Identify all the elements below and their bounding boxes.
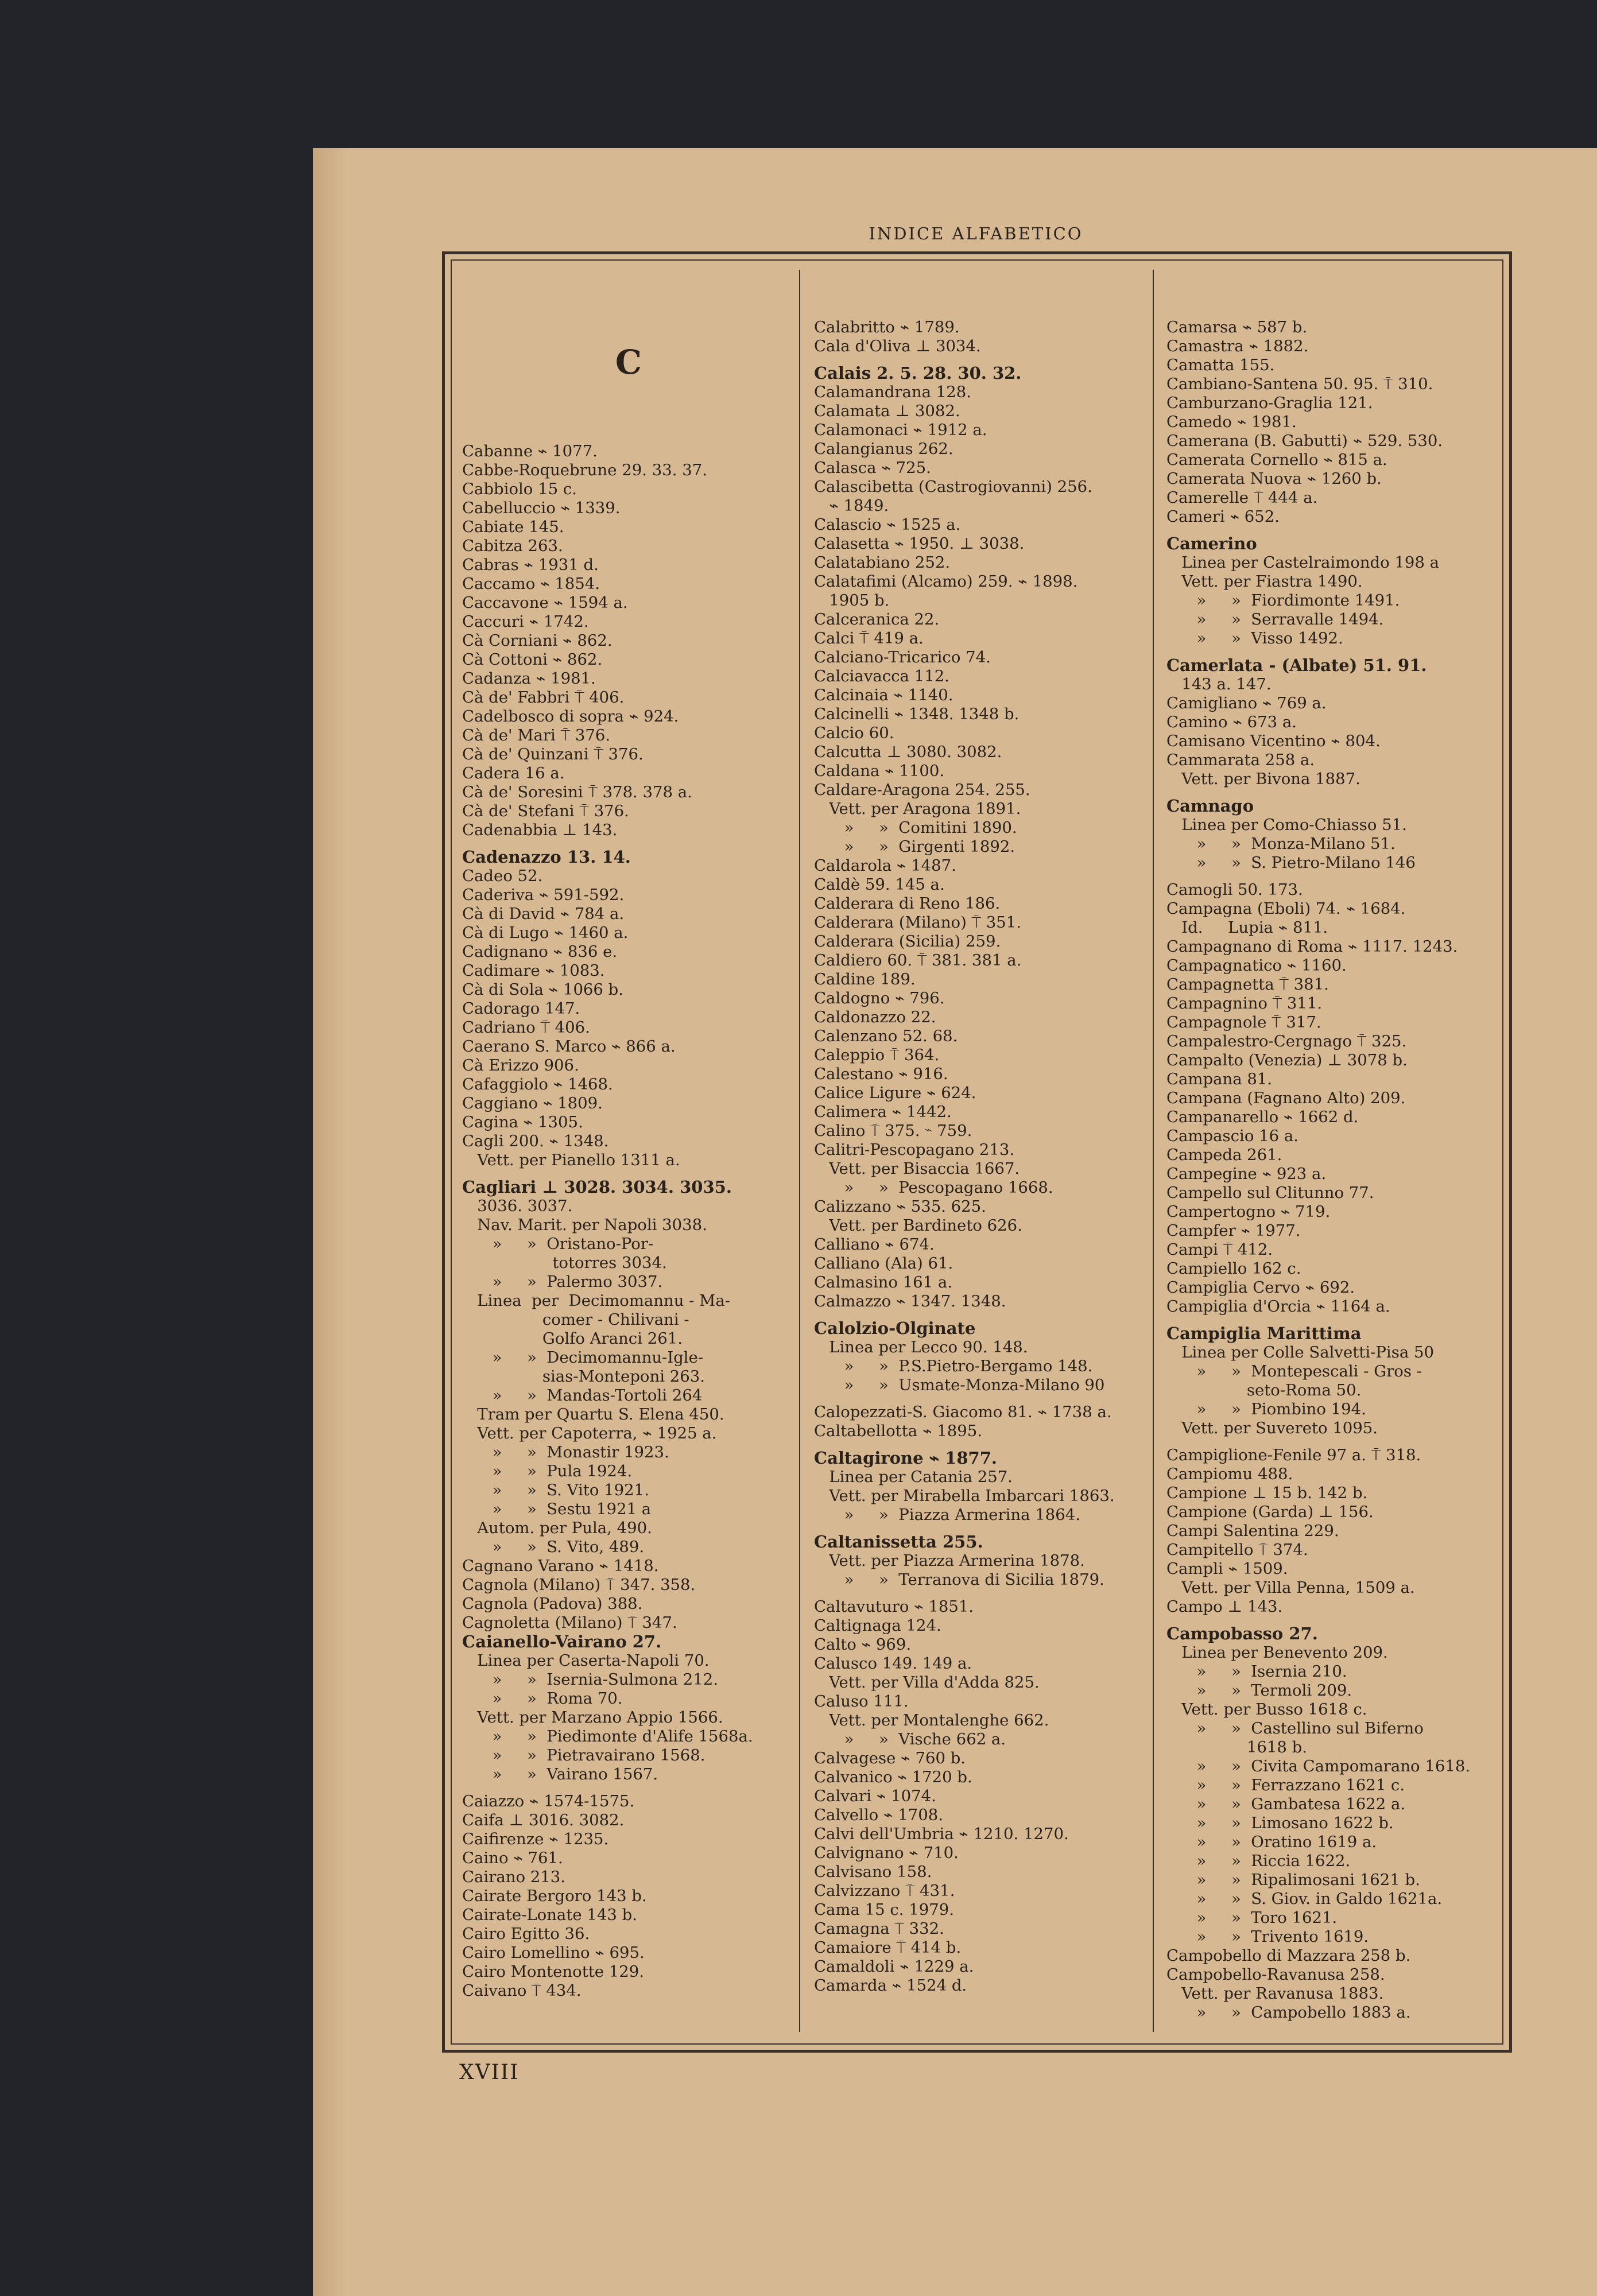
index-entry: Vett. per Suvereto 1095. [1166, 1419, 1378, 1437]
index-entry: » » Vairano 1567. [462, 1765, 658, 1783]
index-entry: » » Sestu 1921 a [462, 1500, 652, 1518]
index-entry: Cagli 200. ⌁ 1348. [462, 1132, 609, 1150]
index-entry: Cadorago 147. [462, 999, 580, 1018]
index-entry: Camaiore ⍑ 414 b. [814, 1938, 962, 1957]
column-divider-2 [1153, 270, 1154, 2032]
index-entry: Campello sul Clitunno 77. [1166, 1184, 1374, 1202]
index-entry: Campagna (Eboli) 74. ⌁ 1684. [1166, 899, 1406, 918]
index-entry: Vett. per Bardineto 626. [814, 1216, 1022, 1235]
index-entry: Campobello di Mazzara 258 b. [1166, 1946, 1411, 1965]
index-entry: Calestano ⌁ 916. [814, 1065, 948, 1083]
index-entry: Campagnetta ⍑ 381. [1166, 975, 1329, 994]
index-entry: » » Mandas-Tortoli 264 [462, 1386, 703, 1405]
index-entry: » » Vische 662 a. [814, 1730, 1006, 1748]
index-heading-entry: Camerino [1166, 534, 1257, 553]
index-entry: » » Civita Campomarano 1618. [1166, 1757, 1471, 1775]
index-entry: Cabbe-Roquebrune 29. 33. 37. [462, 461, 707, 479]
index-entry: » » Oratino 1619 a. [1166, 1833, 1377, 1851]
index-entry: 3036. 3037. [462, 1197, 573, 1215]
index-entry: Caccuri ⌁ 1742. [462, 612, 589, 631]
index-entry: Calcutta ⊥ 3080. 3082. [814, 743, 1002, 761]
index-entry: Campalestro-Cergnago ⍑ 325. [1166, 1032, 1407, 1050]
entry-spacer [1166, 1616, 1470, 1624]
index-entry: Campli ⌁ 1509. [1166, 1560, 1288, 1578]
index-entry: Calamata ⊥ 3082. [814, 402, 960, 420]
index-entry: Camatta 155. [1166, 356, 1275, 374]
index-entry: Calvignano ⌁ 710. [814, 1844, 959, 1862]
index-entry: Vett. per Fiastra 1490. [1166, 572, 1363, 591]
index-entry: Campeda 261. [1166, 1146, 1282, 1164]
index-entry: Calciano-Tricarico 74. [814, 648, 991, 666]
index-entry: » » Pescopagano 1668. [814, 1178, 1053, 1197]
entry-spacer [814, 1589, 1115, 1597]
index-entry: Caderiva ⌁ 591-592. [462, 886, 625, 904]
index-entry: » » Trivento 1619. [1166, 1927, 1369, 1946]
index-entry: Campagnano di Roma ⌁ 1117. 1243. [1166, 937, 1458, 956]
index-entry: Cà de' Soresini ⍑ 378. 378 a. [462, 783, 692, 801]
index-entry: » » Ripalimosani 1621 b. [1166, 1871, 1420, 1889]
index-entry: » » Pietravairano 1568. [462, 1746, 706, 1764]
index-entry: Cadriano ⍑ 406. [462, 1018, 590, 1037]
index-entry: Linea per Como-Chiasso 51. [1166, 816, 1407, 834]
index-entry: Caldonazzo 22. [814, 1008, 936, 1026]
index-entry: Calamandrana 128. [814, 383, 972, 401]
index-column-3 [1166, 280, 1470, 2041]
index-entry: Caldiero 60. ⍑ 381. 381 a. [814, 951, 1022, 969]
index-entry: Campi Salentina 229. [1166, 1522, 1339, 1540]
index-entry: Linea per Caserta-Napoli 70. [462, 1651, 710, 1670]
index-entry: Cairate-Lonate 143 b. [462, 1906, 637, 1924]
index-entry: Calliano ⌁ 674. [814, 1235, 935, 1254]
index-entry: Calciavacca 112. [814, 667, 949, 685]
index-entry: Calatabiano 252. [814, 553, 951, 572]
index-entry: » » S. Pietro-Milano 146 [1166, 854, 1416, 872]
index-entry: Camarsa ⌁ 587 b. [1166, 318, 1308, 336]
index-entry: Campana 81. [1166, 1070, 1273, 1088]
index-entry: Cà de' Mari ⍑ 376. [462, 726, 611, 744]
index-entry: Vett. per Mirabella Imbarcari 1863. [814, 1487, 1115, 1505]
index-entry: Vett. per Pianello 1311 a. [462, 1151, 680, 1169]
index-entry: » » Castellino sul Biferno [1166, 1719, 1424, 1737]
index-entry: Caerano S. Marco ⌁ 866 a. [462, 1037, 676, 1056]
index-entry: Calvizzano ⍑ 431. [814, 1882, 955, 1900]
entry-spacer [814, 1311, 1115, 1319]
index-entry: Cama 15 c. 1979. [814, 1901, 954, 1919]
index-entry: Calvari ⌁ 1074. [814, 1787, 936, 1805]
index-entry: Linea per Benevento 209. [1166, 1643, 1388, 1662]
entry-spacer [1166, 1438, 1470, 1446]
index-entry: Calamonaci ⌁ 1912 a. [814, 421, 987, 439]
index-entry: Cadeo 52. [462, 867, 543, 885]
entry-spacer [1166, 872, 1470, 881]
entry-spacer [814, 1441, 1115, 1449]
index-entry: » » Usmate-Monza-Milano 90 [814, 1376, 1105, 1394]
index-entry: Cadenabbia ⊥ 143. [462, 821, 618, 839]
index-entry: Campione ⊥ 15 b. 142 b. [1166, 1484, 1368, 1502]
index-entry: Id. Lupia ⌁ 811. [1166, 918, 1328, 937]
index-entry: Calitri-Pescopagano 213. [814, 1141, 1015, 1159]
index-entry: Campione (Garda) ⊥ 156. [1166, 1503, 1374, 1521]
column-divider-1 [799, 270, 800, 2032]
index-entry: Campalto (Venezia) ⊥ 3078 b. [1166, 1051, 1408, 1069]
index-heading-entry: Campiglia Marittima [1166, 1324, 1362, 1343]
index-entry: Calderara (Sicilia) 259. [814, 932, 1001, 951]
index-entry: » » Girgenti 1892. [814, 837, 1015, 856]
index-entry: Cairo Montenotte 129. [462, 1963, 645, 1981]
index-heading-entry: Camnago [1166, 796, 1254, 816]
index-entry: Cairate Bergoro 143 b. [462, 1887, 647, 1905]
index-entry: » » Serravalle 1494. [1166, 610, 1384, 629]
index-entry: Cambiano-Santena 50. 95. ⍑ 310. [1166, 375, 1433, 393]
index-entry: Caldè 59. 145 a. [814, 875, 945, 894]
index-entry: Caldana ⌁ 1100. [814, 762, 945, 780]
index-entry: Cafaggiolo ⌁ 1468. [462, 1075, 613, 1093]
index-entry: Calangianus 262. [814, 440, 953, 458]
index-entry: Vett. per Villa Penna, 1509 a. [1166, 1578, 1415, 1597]
index-entry: Calasetta ⌁ 1950. ⊥ 3038. [814, 534, 1025, 553]
index-entry: Camino ⌁ 673 a. [1166, 713, 1297, 731]
index-entry: Golfo Aranci 261. [462, 1329, 683, 1348]
index-entry: Calvi dell'Umbria ⌁ 1210. 1270. [814, 1825, 1069, 1843]
section-letter: C [615, 343, 642, 382]
index-entry: Cà di Lugo ⌁ 1460 a. [462, 924, 629, 942]
index-entry: Calizzano ⌁ 535. 625. [814, 1197, 986, 1216]
index-entry: Cairo Lomellino ⌁ 695. [462, 1944, 645, 1962]
index-entry: Camagna ⍑ 332. [814, 1919, 944, 1938]
index-entry: Cairano 213. [462, 1868, 566, 1886]
index-entry: Caivano ⍑ 434. [462, 1981, 582, 2000]
index-entry: Cà di David ⌁ 784 a. [462, 905, 625, 923]
index-entry: Caleppio ⍑ 364. [814, 1046, 940, 1064]
entry-spacer [1166, 648, 1470, 656]
column-1-entries [462, 442, 795, 2000]
index-entry: Camedo ⌁ 1981. [1166, 413, 1297, 431]
index-entry: Cameri ⌁ 652. [1166, 507, 1280, 526]
index-entry: Caifirenze ⌁ 1235. [462, 1830, 609, 1848]
index-entry: » » Visso 1492. [1166, 629, 1343, 647]
index-entry: Calmasino 161 a. [814, 1273, 952, 1292]
index-entry: » » Ferrazzano 1621 c. [1166, 1776, 1405, 1794]
index-entry: Caltavuturo ⌁ 1851. [814, 1597, 974, 1616]
index-entry: Camerata Nuova ⌁ 1260 b. [1166, 470, 1382, 488]
index-entry: Calcinelli ⌁ 1348. 1348 b. [814, 705, 1020, 723]
index-heading-entry: Cagliari ⊥ 3028. 3034. 3035. [462, 1177, 732, 1197]
index-entry: Cagnola (Milano) ⍑ 347. 358. [462, 1576, 696, 1594]
index-entry: Cagnano Varano ⌁ 1418. [462, 1557, 659, 1575]
entry-spacer [462, 1784, 795, 1792]
index-entry: Calasca ⌁ 725. [814, 459, 931, 477]
index-entry: Vett. per Bisaccia 1667. [814, 1159, 1020, 1178]
index-entry: Camastra ⌁ 1882. [1166, 337, 1309, 355]
index-entry: » » S. Giov. in Galdo 1621a. [1166, 1890, 1443, 1908]
index-entry: Calcio 60. [814, 724, 894, 742]
column-3-entries [1166, 318, 1470, 2022]
index-entry: Caltabellotta ⌁ 1895. [814, 1422, 982, 1440]
index-entry: Calvello ⌁ 1708. [814, 1806, 943, 1824]
index-entry: Calderara di Reno 186. [814, 894, 1001, 913]
index-entry: Campfer ⌁ 1977. [1166, 1221, 1301, 1240]
index-entry: Calmazzo ⌁ 1347. 1348. [814, 1292, 1006, 1310]
index-entry: Linea per Decimomannu - Ma- [462, 1292, 731, 1310]
index-entry: » » Gambatesa 1622 a. [1166, 1795, 1406, 1813]
index-entry: Campitello ⍑ 374. [1166, 1541, 1308, 1559]
index-entry: Camigliano ⌁ 769 a. [1166, 694, 1327, 712]
index-entry: Caiazzo ⌁ 1574-1575. [462, 1792, 635, 1810]
entry-spacer [462, 1170, 795, 1178]
index-entry: Caluso 111. [814, 1692, 909, 1711]
index-entry: Cabiate 145. [462, 518, 564, 536]
index-entry: Cabelluccio ⌁ 1339. [462, 499, 621, 517]
index-entry: Cà Cottoni ⌁ 862. [462, 650, 603, 669]
index-entry: Caldogno ⌁ 796. [814, 989, 945, 1007]
index-heading-entry: Caltanissetta 255. [814, 1532, 983, 1552]
index-entry: Cala d'Oliva ⊥ 3034. [814, 337, 981, 355]
index-entry: Calino ⍑ 375. ⌁ 759. [814, 1122, 972, 1140]
index-entry: comer - Chilivani - [462, 1310, 689, 1329]
index-entry: » » Piedimonte d'Alife 1568a. [462, 1727, 753, 1746]
index-entry: » » Terranova di Sicilia 1879. [814, 1570, 1104, 1589]
index-entry: Calliano (Ala) 61. [814, 1254, 953, 1273]
index-entry: Calci ⍑ 419 a. [814, 629, 924, 647]
index-heading-entry: Caltagirone ⌁ 1877. [814, 1448, 997, 1468]
entry-spacer [1166, 1316, 1470, 1324]
index-entry: Campanarello ⌁ 1662 d. [1166, 1108, 1359, 1126]
index-entry: Campiglia Cervo ⌁ 692. [1166, 1278, 1355, 1297]
index-entry: » » Toro 1621. [1166, 1909, 1338, 1927]
index-entry: Cabbiolo 15 c. [462, 480, 577, 498]
index-entry: Campiglione-Fenile 97 a. ⍑ 318. [1166, 1446, 1421, 1464]
index-entry: Cà de' Fabbri ⍑ 406. [462, 688, 625, 707]
index-entry: » » Comitini 1890. [814, 819, 1017, 837]
index-entry: Caccamo ⌁ 1854. [462, 575, 600, 593]
index-entry: Campiomu 488. [1166, 1465, 1293, 1483]
index-entry: Autom. per Pula, 490. [462, 1519, 652, 1537]
index-entry: Campobello-Ravanusa 258. [1166, 1965, 1385, 1984]
index-entry: Cadignano ⌁ 836 e. [462, 943, 618, 961]
index-entry: Camisano Vicentino ⌁ 804. [1166, 732, 1381, 750]
index-entry: » » S. Vito, 489. [462, 1538, 645, 1556]
index-entry: Calopezzati-S. Giacomo 81. ⌁ 1738 a. [814, 1403, 1112, 1421]
index-entry: Caldare-Aragona 254. 255. [814, 781, 1030, 799]
index-entry: Linea per Lecco 90. 148. [814, 1338, 1028, 1356]
index-entry: Vett. per Busso 1618 c. [1166, 1700, 1367, 1719]
index-entry: Cagina ⌁ 1305. [462, 1113, 583, 1131]
index-entry: Camerata Cornello ⌁ 815 a. [1166, 451, 1387, 469]
index-entry: Calenzano 52. 68. [814, 1027, 958, 1045]
index-entry: Calvanico ⌁ 1720 b. [814, 1768, 972, 1786]
index-entry: seto-Roma 50. [1166, 1381, 1362, 1399]
index-entry: Camerelle ⍑ 444 a. [1166, 488, 1318, 507]
index-entry: Vett. per Montalenghe 662. [814, 1711, 1049, 1729]
index-entry: Vett. per Villa d'Adda 825. [814, 1673, 1040, 1692]
index-column-2 [814, 280, 1115, 2014]
index-entry: Campagnatico ⌁ 1160. [1166, 956, 1347, 975]
index-entry: » » Pula 1924. [462, 1462, 633, 1480]
index-entry: Cà Erizzo 906. [462, 1056, 579, 1075]
entry-spacer [814, 356, 1115, 364]
index-entry: Camerana (B. Gabutti) ⌁ 529. 530. [1166, 432, 1443, 450]
index-entry: 1618 b. [1166, 1738, 1307, 1756]
index-entry: » » Roma 70. [462, 1689, 623, 1708]
index-entry: totorres 3034. [462, 1254, 667, 1272]
index-entry: Cà Corniani ⌁ 862. [462, 631, 613, 650]
index-entry: Campagnino ⍑ 311. [1166, 994, 1323, 1013]
index-entry: Campi ⍑ 412. [1166, 1240, 1273, 1259]
index-entry: Calascio ⌁ 1525 a. [814, 515, 961, 534]
index-entry: Cà de' Quinzani ⍑ 376. [462, 745, 644, 763]
index-entry: Campiello 162 c. [1166, 1259, 1301, 1278]
index-entry: Cairo Egitto 36. [462, 1925, 590, 1943]
index-entry: Calvisano 158. [814, 1863, 932, 1881]
index-entry: » » Isernia-Sulmona 212. [462, 1670, 718, 1689]
entry-spacer [462, 840, 795, 848]
index-entry: Camaldoli ⌁ 1229 a. [814, 1957, 974, 1976]
index-entry: Calimera ⌁ 1442. [814, 1103, 952, 1121]
index-entry: » » Limosano 1622 b. [1166, 1814, 1394, 1832]
index-entry: Calusco 149. 149 a. [814, 1654, 972, 1673]
index-heading-entry: Calais 2. 5. 28. 30. 32. [814, 363, 1022, 383]
index-entry: » » Palermo 3037. [462, 1273, 663, 1291]
page-header: INDICE ALFABETICO [869, 224, 1083, 243]
index-entry: Calceranica 22. [814, 610, 940, 629]
index-entry: Campo ⊥ 143. [1166, 1597, 1283, 1616]
index-entry: Cabitza 263. [462, 537, 563, 555]
index-entry: Caino ⌁ 761. [462, 1849, 563, 1867]
index-entry: Caldine 189. [814, 970, 916, 988]
index-entry: Vett. per Ravanusa 1883. [1166, 1984, 1384, 2003]
index-entry: Vett. per Aragona 1891. [814, 800, 1021, 818]
index-entry: Campegine ⌁ 923 a. [1166, 1165, 1327, 1183]
index-entry: Cà di Sola ⌁ 1066 b. [462, 980, 624, 999]
index-entry: 1905 b. [814, 591, 890, 610]
index-entry: Calice Ligure ⌁ 624. [814, 1084, 976, 1102]
index-entry: » » Piombino 194. [1166, 1400, 1366, 1418]
index-heading-entry: Calolzio-Olginate [814, 1318, 976, 1338]
entry-spacer [814, 1395, 1115, 1403]
index-entry: » » S. Vito 1921. [462, 1481, 649, 1499]
index-entry: Campertogno ⌁ 719. [1166, 1203, 1331, 1221]
index-heading-entry: Caianello-Vairano 27. [462, 1632, 662, 1651]
index-entry: Cagnoletta (Milano) ⍑ 347. [462, 1614, 677, 1632]
entry-spacer [814, 1525, 1115, 1533]
index-entry: Cagnola (Padova) 388. [462, 1595, 643, 1613]
index-entry: Calto ⌁ 969. [814, 1635, 912, 1654]
index-heading-entry: Camerlata - (Albate) 51. 91. [1166, 656, 1427, 675]
index-entry: Tram per Quartu S. Elena 450. [462, 1405, 724, 1424]
index-entry: Camarda ⌁ 1524 d. [814, 1976, 967, 1995]
index-entry: Vett. per Capoterra, ⌁ 1925 a. [462, 1424, 717, 1442]
index-entry: Cabanne ⌁ 1077. [462, 442, 598, 460]
index-entry: Cabras ⌁ 1931 d. [462, 556, 599, 574]
index-entry: Calcinaia ⌁ 1140. [814, 686, 953, 704]
paper-edge-shadow [313, 148, 347, 2296]
index-entry: Campascio 16 a. [1166, 1127, 1298, 1145]
index-entry: » » Decimomannu-Igle- [462, 1348, 704, 1367]
index-entry: Vett. per Piazza Armerina 1878. [814, 1552, 1085, 1570]
index-entry: » » Fiordimonte 1491. [1166, 591, 1400, 610]
index-entry: Calabritto ⌁ 1789. [814, 318, 960, 336]
index-entry: Campiglia d'Orcia ⌁ 1164 a. [1166, 1297, 1390, 1316]
index-entry: Caltignaga 124. [814, 1616, 941, 1635]
column-2-entries [814, 318, 1115, 1995]
index-entry: Camburzano-Graglia 121. [1166, 394, 1373, 412]
index-entry: » » Campobello 1883 a. [1166, 2003, 1411, 2022]
index-entry: » » Montepescali - Gros - [1166, 1362, 1422, 1380]
index-entry: » » P.S.Pietro-Bergamo 148. [814, 1357, 1093, 1375]
index-entry: » » Monza-Milano 51. [1166, 835, 1396, 853]
index-entry: Cadelbosco di sopra ⌁ 924. [462, 707, 679, 726]
index-column-1 [462, 280, 795, 2019]
index-entry: » » Piazza Armerina 1864. [814, 1506, 1080, 1524]
index-entry: Calascibetta (Castrogiovanni) 256. [814, 478, 1092, 496]
index-entry: Camogli 50. 173. [1166, 881, 1303, 899]
index-entry: Calvagese ⌁ 760 b. [814, 1749, 966, 1767]
index-entry: Linea per Colle Salvetti-Pisa 50 [1166, 1343, 1434, 1362]
index-entry: Campana (Fagnano Alto) 209. [1166, 1089, 1406, 1107]
index-entry: Nav. Marit. per Napoli 3038. [462, 1216, 707, 1234]
index-entry: Cadimare ⌁ 1083. [462, 961, 605, 980]
index-entry: sias-Monteponi 263. [462, 1367, 705, 1386]
index-entry: Linea per Castelraimondo 198 a [1166, 553, 1440, 572]
index-entry: Calderara (Milano) ⍑ 351. [814, 913, 1022, 932]
index-entry: » » Isernia 210. [1166, 1662, 1347, 1681]
index-entry: Vett. per Marzano Appio 1566. [462, 1708, 723, 1727]
index-entry: Linea per Catania 257. [814, 1468, 1013, 1486]
index-entry: ⌁ 1849. [814, 497, 889, 515]
index-heading-entry: Cadenazzo 13. 14. [462, 847, 631, 867]
index-entry: Cà de' Stefani ⍑ 376. [462, 802, 629, 820]
index-entry: Caifa ⊥ 3016. 3082. [462, 1811, 625, 1829]
index-entry: Calatafimi (Alcamo) 259. ⌁ 1898. [814, 572, 1078, 591]
index-entry: Cadanza ⌁ 1981. [462, 669, 596, 688]
index-entry: Caccavone ⌁ 1594 a. [462, 594, 628, 612]
entry-spacer [1166, 789, 1470, 797]
index-entry: » » Monastir 1923. [462, 1443, 669, 1461]
index-entry: Vett. per Bivona 1887. [1166, 770, 1360, 788]
index-entry: 143 a. 147. [1166, 675, 1272, 693]
index-heading-entry: Campobasso 27. [1166, 1624, 1318, 1643]
index-entry: » » Riccia 1622. [1166, 1852, 1351, 1870]
index-entry: Caldarola ⌁ 1487. [814, 856, 956, 875]
index-entry: Cadera 16 a. [462, 764, 565, 782]
index-entry: Caggiano ⌁ 1809. [462, 1094, 603, 1112]
index-entry: Cammarata 258 a. [1166, 751, 1315, 769]
index-entry: Campagnole ⍑ 317. [1166, 1013, 1321, 1031]
entry-spacer [1166, 526, 1470, 534]
page-number: XVIII [459, 2061, 520, 2084]
index-entry: » » Oristano-Por- [462, 1235, 654, 1253]
index-entry: » » Termoli 209. [1166, 1681, 1352, 1700]
